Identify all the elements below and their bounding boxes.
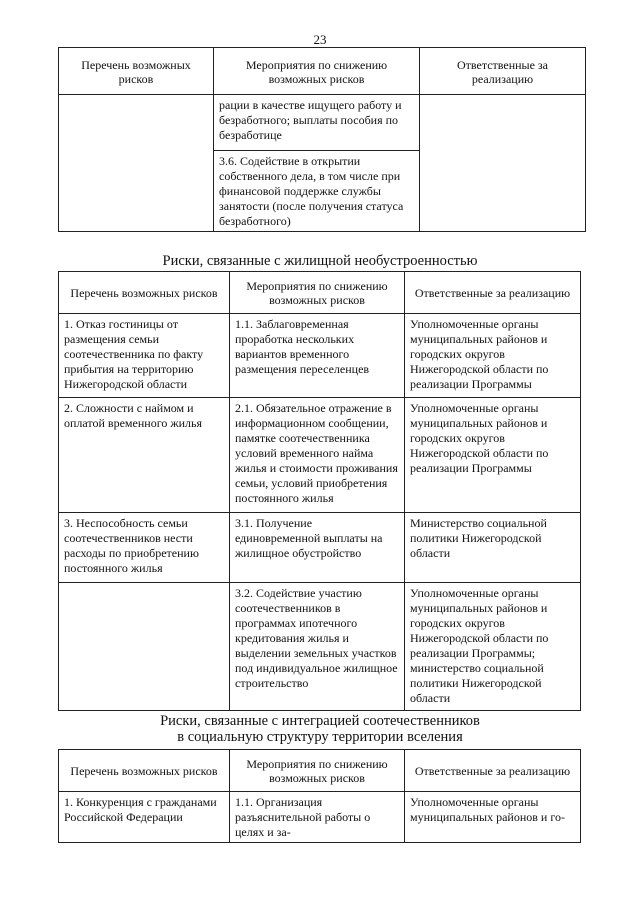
- risk-cell: 3. Неспособность семьи соотечественников нести расходы по приобретению постоянного жилья: [59, 513, 230, 583]
- risk-cell: [59, 583, 230, 711]
- table-integration-risks: [58, 749, 581, 843]
- empty-cell: [59, 95, 214, 232]
- table-row: [59, 95, 586, 151]
- measure-cell: 3.6. Содействие в открытии собственного дела, в том числе при финансовой поддержке службы занятости (после получения статуса безработного): [214, 151, 420, 232]
- header-risks: Перечень возможных рисков: [59, 272, 230, 314]
- table-continuation: [58, 47, 586, 232]
- responsible-cell: Уполномоченные органы муниципальных районов и городских округов Нижегородской области по реализации Программы: [405, 314, 581, 398]
- header-responsible: Ответственные за реализацию: [420, 48, 586, 95]
- risk-cell: 1. Конкуренция с гражданами Российской Федерации: [59, 792, 230, 843]
- header-measures: Мероприятия по снижению возможных рисков: [230, 272, 405, 314]
- responsible-cell: Уполномоченные органы муниципальных районов и городских округов Нижегородской области по реализации Программы; министерство социальной политики Нижегородской области: [405, 583, 581, 711]
- empty-cell: [420, 95, 586, 232]
- header-measures: Мероприятия по снижению возможных рисков: [214, 48, 420, 95]
- header-risks: Перечень возможных рисков: [59, 750, 230, 792]
- measure-cell: 1.1. Заблаговременная проработка нескольких вариантов временного размещения переселенцев: [230, 314, 405, 398]
- header-responsible: Ответственные за реализацию: [405, 272, 581, 314]
- table-row: [59, 314, 581, 398]
- header-risks: Перечень возможных рисков: [59, 48, 214, 95]
- risk-cell: 1. Отказ гостиницы от размещения семьи соотечественника по факту прибытия на территорию Нижегородской области: [59, 314, 230, 398]
- table-housing-risks: [58, 271, 581, 711]
- table-row: [59, 398, 581, 513]
- measure-cell: рации в качестве ищущего работу и безработного; выплаты пособия по безработице: [214, 95, 420, 151]
- responsible-cell: Уполномоченные органы муниципальных районов и го-: [405, 792, 581, 843]
- measure-cell: 3.2. Содействие участию соотечественников в программах ипотечного кредитования жилья и выделении земельных участков под индивидуальное жилищное строительство: [230, 583, 405, 711]
- measure-cell: 3.1. Получение единовременной выплаты на жилищное обустройство: [230, 513, 405, 583]
- table-row: [59, 513, 581, 583]
- section-title-line-1: Риски, связанные с интеграцией соотечественников: [160, 713, 480, 729]
- table-row: [59, 583, 581, 711]
- section-title-integration: [0, 713, 640, 745]
- section-title-housing: Риски, связанные с жилищной необустроенностью: [162, 253, 478, 269]
- section-title-line-2: в социальную структуру территории вселения: [177, 729, 463, 745]
- responsible-cell: Уполномоченные органы муниципальных районов и городских округов Нижегородской области по реализации Программы: [405, 398, 581, 513]
- measure-cell: 2.1. Обязательное отражение в информационном сообщении, памятке соотечественника условий временного найма жилья и стоимости проживания семьи, условий приобретения постоянного жилья: [230, 398, 405, 513]
- table-row: [59, 792, 581, 843]
- risk-cell: 2. Сложности с наймом и оплатой временного жилья: [59, 398, 230, 513]
- measure-cell: 1.1. Организация разъяснительной работы о целях и за-: [230, 792, 405, 843]
- header-measures: Мероприятия по снижению возможных рисков: [230, 750, 405, 792]
- page-number: 23: [313, 32, 327, 47]
- header-responsible: Ответственные за реализацию: [405, 750, 581, 792]
- responsible-cell: Министерство социальной политики Нижегородской области: [405, 513, 581, 583]
